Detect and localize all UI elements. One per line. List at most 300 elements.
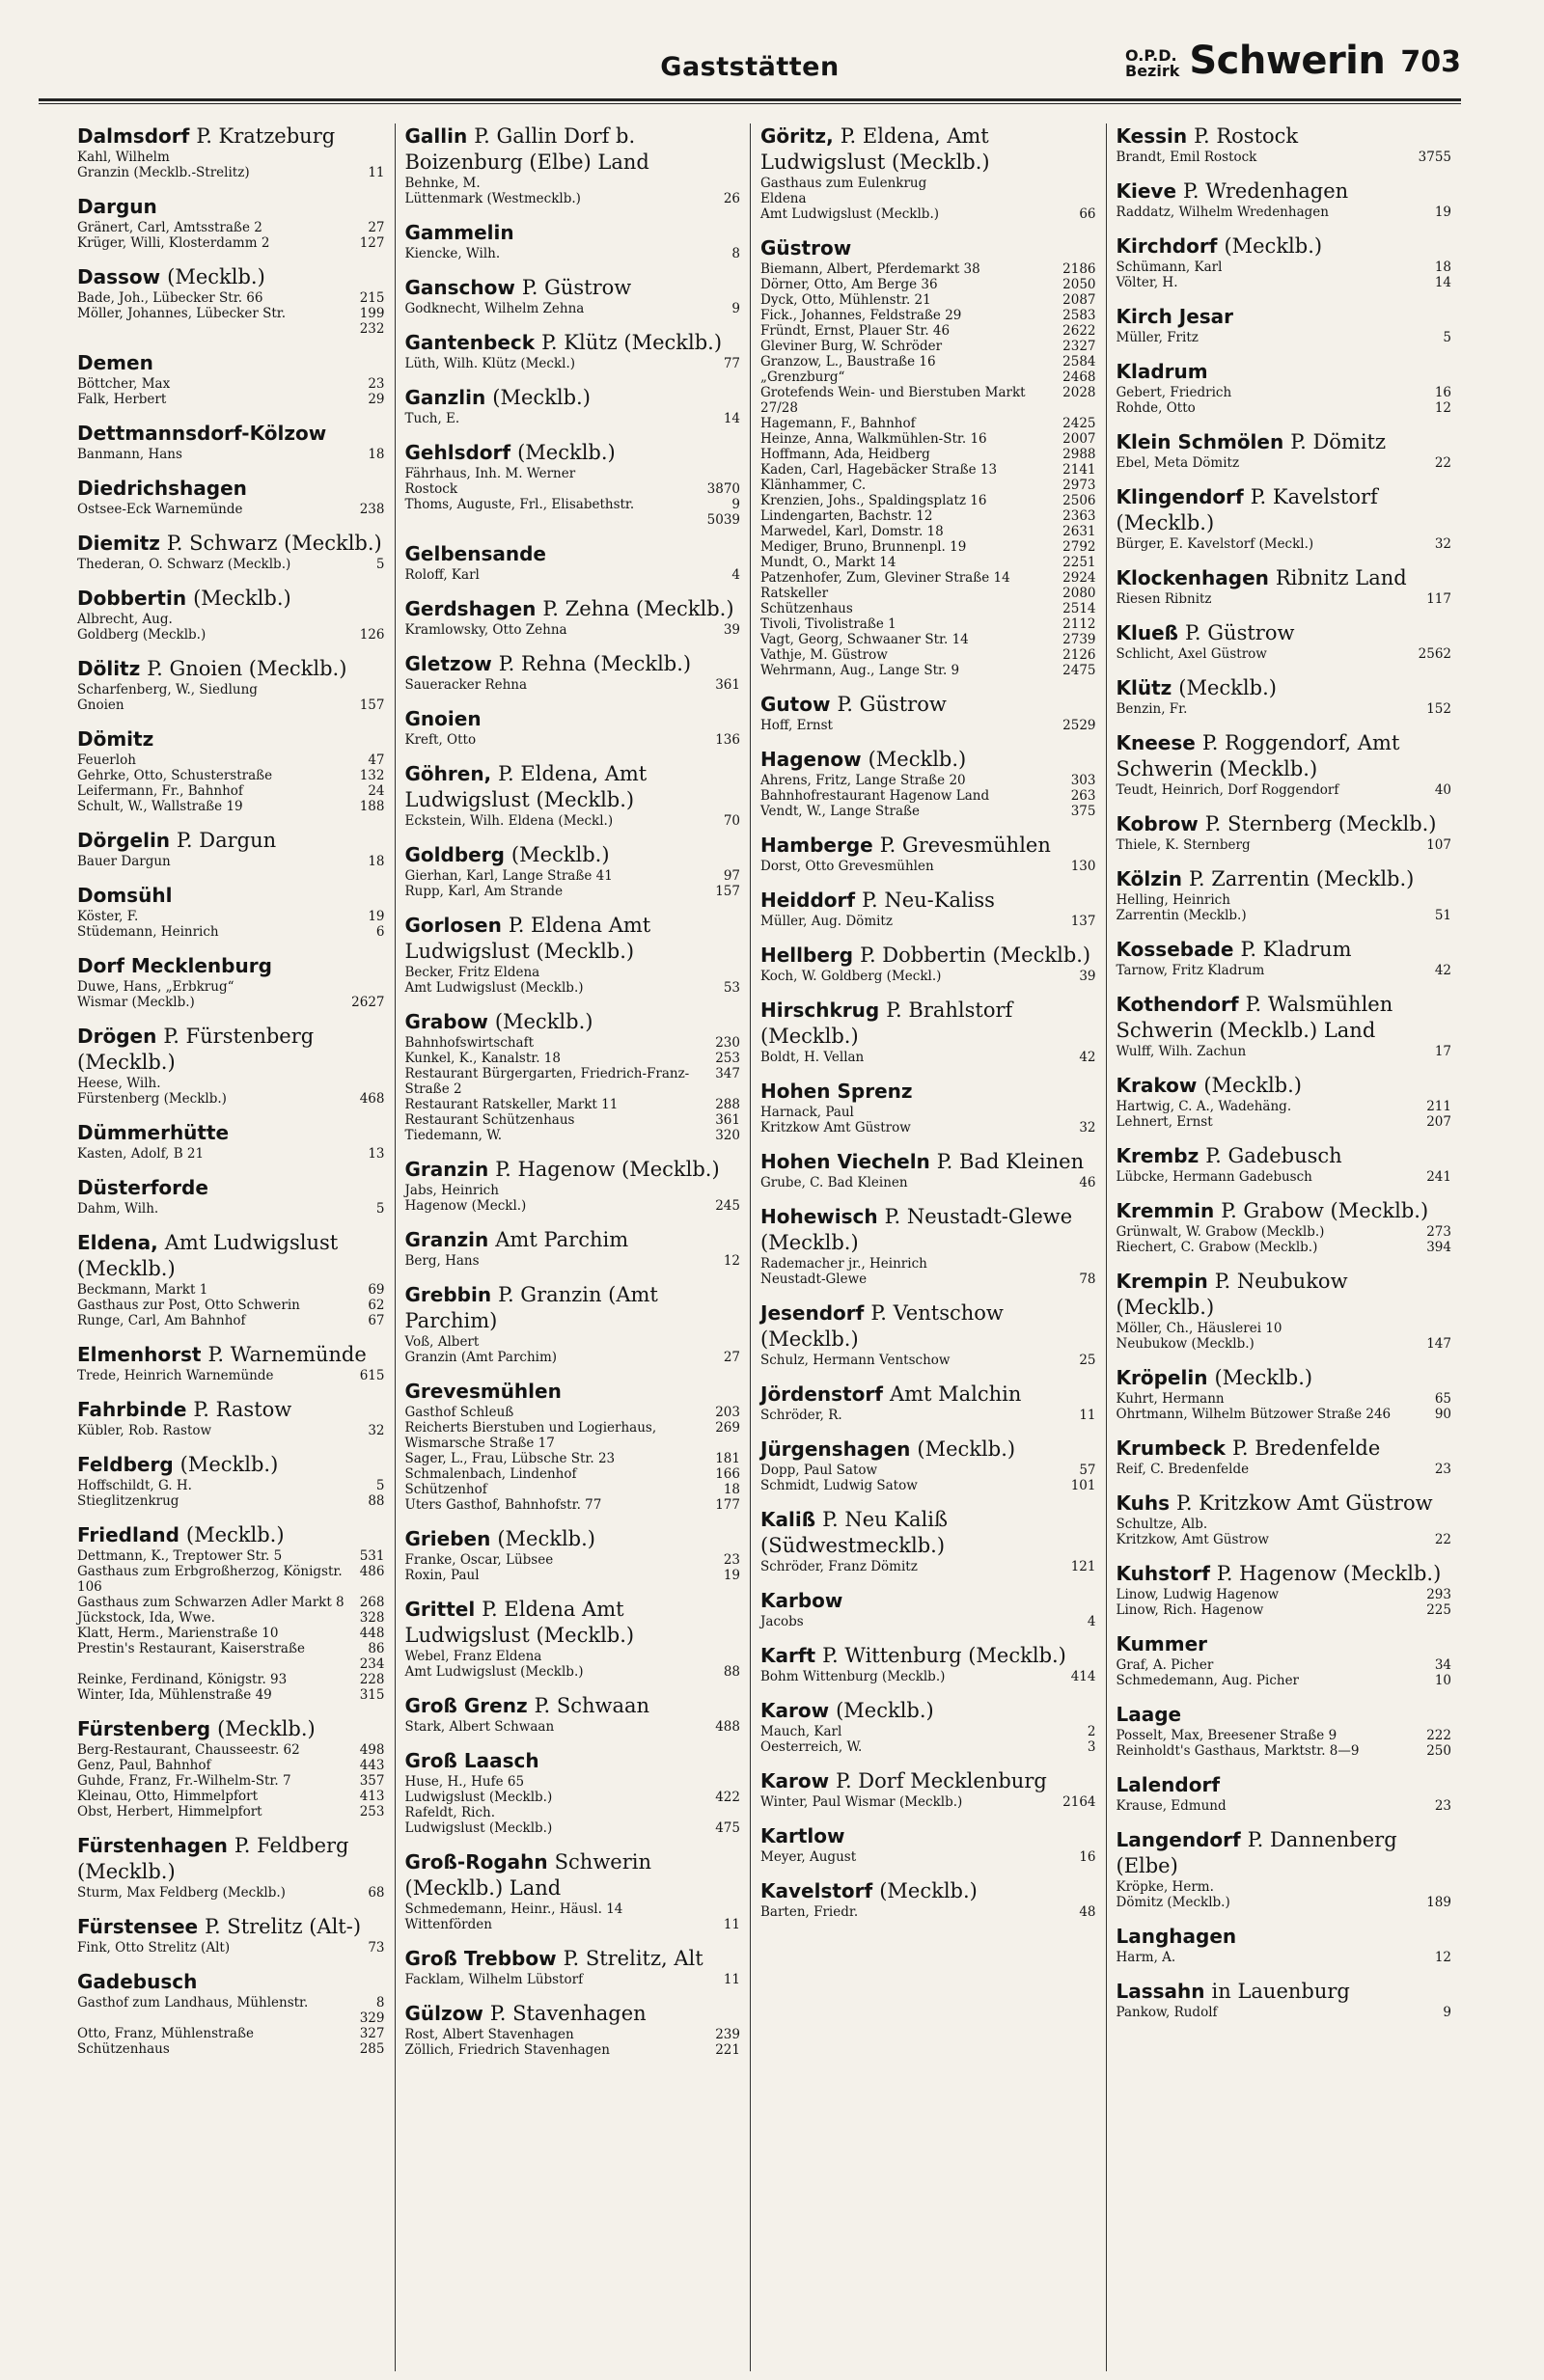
entry-name: Krüger, Willi, Klosterdamm 2	[77, 235, 270, 251]
place-qualifier: P. Wittenburg (Mecklb.)	[822, 1644, 1066, 1667]
listing-entry	[405, 466, 741, 481]
entry-number: 137	[1070, 914, 1096, 929]
entry-number: 46	[1079, 1175, 1096, 1190]
place-section	[77, 1175, 385, 1217]
listing-entry	[760, 1256, 1096, 1272]
listing-entry	[77, 2026, 385, 2041]
listing-entry	[405, 1334, 741, 1350]
entry-number: 253	[359, 1804, 385, 1819]
entry-number: 5	[1443, 330, 1451, 345]
place-qualifier: P. Eldena Amt Ludwigslust (Mecklb.)	[404, 914, 651, 963]
place-qualifier: P. Brahlstorf (Mecklb.)	[760, 999, 1013, 1048]
place-heading	[77, 1230, 385, 1282]
listing-entry	[77, 1885, 385, 1901]
listing-entry	[760, 555, 1096, 570]
listing-entry	[1117, 1743, 1452, 1759]
listing-entry	[405, 1183, 741, 1198]
place-name: Karow	[760, 1769, 830, 1792]
place-section	[77, 1716, 385, 1819]
listing-entry	[1117, 591, 1452, 607]
entry-number: 9	[731, 497, 740, 512]
entry-number: 22	[1434, 455, 1451, 471]
entry-name: Prestin's Restaurant, Kaiserstraße	[77, 1641, 305, 1656]
place-name: Gantenbeck	[404, 331, 536, 354]
place-heading	[405, 330, 741, 356]
place-section	[405, 541, 741, 583]
entry-name: Saueracker Rehna	[404, 677, 528, 693]
listing-entry	[1117, 908, 1452, 923]
listing-entry	[77, 2011, 385, 2026]
place-name: Dassow	[77, 265, 161, 288]
listing-entry	[77, 1789, 385, 1804]
place-qualifier: (Mecklb.)	[193, 587, 291, 610]
entry-number: 375	[1070, 804, 1096, 819]
place-heading	[1117, 1827, 1452, 1879]
entry-name: Webel, Franz Eldena	[404, 1649, 542, 1664]
place-qualifier: (Mecklb.)	[868, 748, 967, 771]
entry-number: 2186	[1062, 261, 1096, 277]
listing-entry	[405, 176, 741, 191]
entry-number: 25	[1079, 1353, 1096, 1368]
place-section	[405, 1009, 741, 1143]
place-heading	[1117, 123, 1452, 150]
place-name: Krumbeck	[1116, 1436, 1226, 1460]
listing-entry	[1117, 1532, 1452, 1547]
place-section	[1117, 675, 1452, 717]
page-number: 703	[1400, 45, 1461, 79]
listing-entry	[405, 1128, 741, 1143]
entry-number: 5039	[706, 512, 740, 528]
place-heading	[405, 1009, 741, 1035]
entry-name: Mauch, Karl	[760, 1724, 842, 1739]
entry-name: Kritzkow Amt Güstrow	[760, 1120, 911, 1135]
listing-entry	[405, 567, 741, 583]
header-rule	[39, 98, 1461, 104]
entry-name	[77, 2011, 354, 2026]
place-section	[1117, 1436, 1452, 1477]
place-heading	[77, 1120, 385, 1146]
entry-name: Hagemann, F., Bahnhof	[760, 416, 916, 431]
place-qualifier: P. Gnoien (Mecklb.)	[147, 657, 347, 680]
place-heading	[77, 1716, 385, 1742]
entry-name: Zöllich, Friedrich Stavenhagen	[404, 2042, 610, 2058]
entry-number: 18	[723, 1482, 740, 1497]
place-section	[1117, 304, 1452, 345]
listing-entry	[405, 1112, 741, 1128]
place-heading	[405, 1849, 741, 1901]
entry-name: Brandt, Emil Rostock	[1116, 150, 1257, 165]
entry-number: 273	[1426, 1224, 1451, 1240]
entry-number: 29	[368, 392, 385, 407]
place-qualifier: (Mecklb.)	[1203, 1074, 1302, 1097]
place-name: Kölzin	[1116, 867, 1182, 890]
place-name: Kavelstorf	[760, 1879, 873, 1902]
entry-name: Winter, Paul Wismar (Mecklb.)	[760, 1794, 963, 1810]
place-qualifier: P. Neubukow (Mecklb.)	[1116, 1270, 1348, 1319]
place-section	[760, 692, 1096, 733]
entry-number: 269	[715, 1420, 740, 1436]
place-section	[405, 1849, 741, 1932]
place-section	[405, 1693, 741, 1735]
place-name: Fahrbinde	[77, 1398, 187, 1421]
entry-name: Dömitz (Mecklb.)	[1116, 1895, 1230, 1910]
place-heading	[405, 541, 741, 567]
place-section	[760, 1079, 1096, 1135]
place-heading	[77, 883, 385, 909]
listing-entry	[77, 165, 385, 180]
header-right	[1125, 39, 1461, 83]
place-qualifier: in Lauenburg	[1211, 1980, 1350, 2003]
place-section	[1117, 1772, 1452, 1814]
entry-name: Goldberg (Mecklb.)	[77, 627, 207, 643]
place-qualifier: P. Neu-Kaliss	[862, 889, 995, 912]
entry-number: 215	[359, 290, 385, 306]
listing-entry	[760, 1614, 1096, 1629]
place-name: Kartlow	[760, 1824, 845, 1847]
place-heading	[1117, 992, 1452, 1044]
place-heading	[1117, 484, 1452, 536]
entry-name: Gasthaus zum Erbgroßherzog, Königstr. 106	[77, 1564, 343, 1595]
place-qualifier: P. Zarrentin (Mecklb.)	[1188, 867, 1415, 890]
entry-number: 117	[1426, 591, 1451, 607]
place-heading	[1117, 1631, 1452, 1657]
entry-name: Mundt, O., Markt 14	[760, 555, 896, 570]
listing-entry	[1117, 1462, 1452, 1477]
entry-name: Marwedel, Karl, Domstr. 18	[760, 524, 944, 539]
listing-entry	[1117, 2005, 1452, 2020]
entry-number: 22	[1434, 1532, 1451, 1547]
listing-entry	[760, 1175, 1096, 1190]
place-name: Fürstenberg	[77, 1717, 211, 1740]
place-name: Grittel	[404, 1598, 476, 1621]
listing-entry	[405, 1497, 741, 1513]
place-section	[77, 123, 385, 180]
entry-name	[77, 1656, 354, 1672]
place-name: Grabow	[404, 1010, 488, 1033]
place-name: Domsühl	[77, 884, 173, 907]
place-name: Kothendorf	[1116, 993, 1239, 1016]
entry-number: 268	[359, 1595, 385, 1610]
entry-name: Tiedemann, W.	[404, 1128, 503, 1143]
entry-name: Thiele, K. Sternberg	[1116, 837, 1251, 853]
listing-entry	[405, 1664, 741, 1680]
place-qualifier: P. Fürstenberg (Mecklb.)	[77, 1025, 315, 1074]
entry-number: 101	[1070, 1478, 1096, 1493]
entry-number: 5	[375, 1478, 385, 1493]
place-name: Fürstensee	[77, 1915, 199, 1938]
listing-entry	[77, 1146, 385, 1162]
entry-number: 53	[723, 980, 740, 996]
place-heading	[77, 1522, 385, 1548]
entry-number: 107	[1426, 837, 1451, 853]
entry-name: „Grenzburg“	[760, 369, 845, 385]
listing-entry	[405, 622, 741, 638]
entry-number: 57	[1079, 1463, 1096, 1478]
entry-name: Sturm, Max Feldberg (Mecklb.)	[77, 1885, 286, 1901]
entry-name: Restaurant Ratskeller, Markt 11	[404, 1097, 619, 1112]
place-section	[760, 1698, 1096, 1755]
entry-number: 18	[1434, 260, 1451, 275]
place-section	[77, 883, 385, 940]
listing-entry	[1117, 385, 1452, 400]
listing-entry	[77, 1595, 385, 1610]
entry-name: Fink, Otto Strelitz (Alt)	[77, 1940, 231, 1956]
place-heading	[1117, 1365, 1452, 1391]
place-section	[405, 1227, 741, 1269]
entry-number: 2468	[1062, 369, 1096, 385]
entry-number: 320	[715, 1128, 740, 1143]
entry-number: 2080	[1062, 586, 1096, 601]
place-section	[1117, 620, 1452, 662]
entry-name: Hoffmann, Ada, Heidberg	[760, 447, 930, 462]
place-name: Klueß	[1116, 621, 1179, 644]
listing-entry	[1117, 1169, 1452, 1185]
entry-number: 39	[1079, 969, 1096, 984]
place-qualifier: P. Granzin (Amt Parchim)	[404, 1283, 658, 1332]
place-qualifier: (Mecklb.)	[1178, 676, 1277, 699]
place-section	[405, 1282, 741, 1365]
listing-entry	[405, 1901, 741, 1917]
place-section	[405, 330, 741, 371]
entry-name: Vendt, W., Lange Straße	[760, 804, 921, 819]
place-heading	[405, 913, 741, 965]
listing-entry	[760, 1794, 1096, 1810]
place-heading	[760, 998, 1096, 1050]
place-heading	[77, 264, 385, 290]
entry-name: Patzenhofer, Zum, Gleviner Straße 14	[760, 570, 1010, 586]
place-section	[760, 1436, 1096, 1493]
entry-name: Ebel, Meta Dömitz	[1116, 455, 1240, 471]
entry-number: 239	[715, 2027, 740, 2042]
entry-number: 189	[1426, 1895, 1451, 1910]
entry-name: Klatt, Herm., Marienstraße 10	[77, 1626, 279, 1641]
place-name: Kossebade	[1116, 938, 1234, 961]
entry-name: Riechert, C. Grabow (Mecklb.)	[1116, 1240, 1318, 1255]
entry-name: Tuch, E.	[404, 411, 460, 426]
entry-name: Trede, Heinrich Warnemünde	[77, 1368, 274, 1383]
listing-entry	[760, 277, 1096, 292]
entry-name	[77, 321, 354, 337]
entry-name: Amt Ludwigslust (Mecklb.)	[404, 980, 584, 996]
place-heading	[405, 842, 741, 868]
opd-label: O.P.D.	[1125, 46, 1177, 65]
place-qualifier: Amt Parchim	[495, 1228, 629, 1251]
entry-number: 5	[375, 1201, 385, 1217]
entry-name: Gränert, Carl, Amtsstraße 2	[77, 220, 262, 235]
place-qualifier: (Mecklb.)	[185, 1523, 285, 1546]
listing-entry	[760, 462, 1096, 478]
entry-number: 181	[715, 1451, 740, 1466]
place-name: Gallin	[404, 124, 468, 148]
listing-entry	[77, 2041, 385, 2057]
entry-number: 67	[368, 1313, 385, 1328]
entry-number: 11	[723, 1917, 740, 1932]
place-section	[1117, 429, 1452, 471]
entry-number: 19	[723, 1568, 740, 1583]
entry-name: Jacobs	[760, 1614, 804, 1629]
place-heading	[1117, 937, 1452, 963]
entry-number: 250	[1426, 1743, 1451, 1759]
listing-entry	[77, 1626, 385, 1641]
entry-number: 2792	[1062, 539, 1096, 555]
listing-entry	[405, 1805, 741, 1820]
entry-name: Granzin (Amt Parchim)	[404, 1350, 558, 1365]
listing-entry	[1117, 1879, 1452, 1895]
place-heading	[1117, 178, 1452, 205]
place-qualifier: P. Neu Kaliß (Südwestmecklb.)	[760, 1508, 948, 1557]
entry-name: Restaurant Schützenhaus	[404, 1112, 575, 1128]
place-qualifier: P. Dobbertin (Mecklb.)	[860, 944, 1091, 967]
place-qualifier: (Mecklb.)	[179, 1453, 279, 1476]
entry-number: 11	[723, 1972, 740, 1987]
place-name: Hirschkrug	[760, 999, 880, 1022]
entry-name: Neustadt-Glewe	[760, 1272, 868, 1287]
listing-entry	[77, 1940, 385, 1956]
listing-entry	[760, 1478, 1096, 1493]
entry-name: Leifermann, Fr., Bahnhof	[77, 783, 243, 799]
place-heading	[760, 1823, 1096, 1849]
place-section	[760, 888, 1096, 929]
place-name: Kneese	[1116, 731, 1196, 754]
listing-entry	[1117, 1044, 1452, 1059]
place-name: Kummer	[1116, 1632, 1207, 1655]
place-qualifier: P. Kratzeburg	[196, 124, 336, 148]
place-name: Jürgenshagen	[760, 1437, 911, 1461]
listing-entry	[760, 804, 1096, 819]
place-name: Hamberge	[760, 834, 873, 857]
entry-number: 2007	[1062, 431, 1096, 447]
place-qualifier: (Mecklb.)	[917, 1437, 1016, 1461]
entry-name: Schmidt, Ludwig Satow	[760, 1478, 918, 1493]
place-section	[405, 1748, 741, 1836]
place-name: Dümmerhütte	[77, 1121, 230, 1144]
listing-entry	[77, 290, 385, 306]
entry-name: Runge, Carl, Am Bahnhof	[77, 1313, 246, 1328]
listing-entry	[760, 431, 1096, 447]
entry-name: Stüdemann, Heinrich	[77, 924, 219, 940]
place-qualifier: P. Güstrow	[521, 276, 632, 299]
entry-number: 26	[723, 191, 740, 206]
place-name: Kuhs	[1116, 1491, 1171, 1515]
entry-name: Gleviner Burg, W. Schröder	[760, 339, 943, 354]
listing-entry	[760, 718, 1096, 733]
place-section	[1117, 1198, 1452, 1255]
listing-entry	[405, 1451, 741, 1466]
place-section	[405, 596, 741, 638]
listing-entry	[1117, 892, 1452, 908]
listing-entry	[77, 306, 385, 321]
place-heading	[760, 1698, 1096, 1724]
place-section	[1117, 233, 1452, 290]
place-name: Kirch Jesar	[1116, 305, 1234, 328]
listing-entry	[405, 980, 741, 996]
entry-number: 48	[1079, 1904, 1096, 1920]
listing-entry	[760, 339, 1096, 354]
listing-entry	[405, 1198, 741, 1214]
listing-entry	[1117, 150, 1452, 165]
entry-name: Voß, Albert	[404, 1334, 480, 1350]
entry-number: 241	[1426, 1169, 1451, 1185]
listing-entry	[77, 627, 385, 643]
entry-name: Gnoien	[77, 698, 124, 713]
entry-number: 238	[359, 502, 385, 517]
place-heading	[760, 888, 1096, 914]
entry-name: Lindengarten, Bachstr. 12	[760, 508, 933, 524]
place-qualifier: P. Stavenhagen	[489, 2002, 647, 2025]
entry-number: 211	[1426, 1099, 1451, 1114]
place-name: Kirchdorf	[1116, 234, 1218, 258]
place-qualifier: P. Eldena, Amt Ludwigslust (Mecklb.)	[760, 124, 990, 174]
listing-entry	[760, 1463, 1096, 1478]
place-heading	[1117, 866, 1452, 892]
place-qualifier: P. Grevesmühlen	[879, 834, 1051, 857]
entry-number: 615	[359, 1368, 385, 1383]
entry-name: Hagenow (Meckl.)	[404, 1198, 527, 1214]
place-name: Elmenhorst	[77, 1343, 202, 1366]
place-name: Granzin	[404, 1228, 489, 1251]
listing-entry	[405, 246, 741, 261]
entry-name: Thoms, Auguste, Frl., Elisabethstr.	[404, 497, 635, 512]
entry-name: Kiencke, Wilh.	[404, 246, 501, 261]
entry-name: Schulz, Hermann Ventschow	[760, 1353, 951, 1368]
entry-number: 147	[1426, 1336, 1451, 1352]
place-name: Dobbertin	[77, 587, 187, 610]
district-city: Schwerin	[1189, 39, 1386, 83]
entry-name: Schützenhof	[404, 1482, 487, 1497]
entry-number: 10	[1434, 1673, 1451, 1688]
place-name: Gehlsdorf	[404, 441, 511, 464]
entry-name: Gasthaus zum Eulenkrug	[760, 176, 927, 191]
entry-name: Obst, Herbert, Himmelpfort	[77, 1804, 262, 1819]
entry-name: Facklam, Wilhelm Lübstorf	[404, 1972, 584, 1987]
entry-number: 2988	[1062, 447, 1096, 462]
listing-entry	[1117, 205, 1452, 220]
listing-entry	[760, 323, 1096, 339]
entry-number: 11	[1079, 1408, 1096, 1423]
place-heading	[760, 1643, 1096, 1669]
entry-number: 13	[368, 1146, 385, 1162]
entry-name: Gasthaus zur Post, Otto Schwerin	[77, 1298, 300, 1313]
place-section	[77, 194, 385, 251]
place-heading	[405, 2001, 741, 2027]
place-name: Grebbin	[404, 1283, 492, 1306]
entry-name: Schmedemann, Heinr., Häusl. 14	[404, 1901, 623, 1917]
place-qualifier: P. Warnemünde	[207, 1343, 367, 1366]
entry-number: 2924	[1062, 570, 1096, 586]
entry-number: 121	[1070, 1559, 1096, 1574]
place-qualifier: P. Strelitz (Alt-)	[205, 1915, 362, 1938]
listing-entry	[405, 1066, 741, 1097]
entry-name: Krenzien, Johs., Spaldingsplatz 16	[760, 493, 987, 508]
place-section	[760, 1643, 1096, 1684]
place-heading	[1117, 1269, 1452, 1321]
listing-entry	[77, 1687, 385, 1703]
place-name: Laage	[1116, 1703, 1182, 1726]
place-name: Lalendorf	[1116, 1773, 1221, 1796]
listing-entry	[77, 447, 385, 462]
listing-entry	[405, 884, 741, 899]
place-name: Groß-Rogahn	[404, 1850, 548, 1874]
place-heading	[760, 692, 1096, 718]
entry-name: Dyck, Otto, Mühlenstr. 21	[760, 292, 931, 308]
place-qualifier: Amt Ludwigslust (Mecklb.)	[77, 1231, 339, 1280]
entry-number: 70	[723, 813, 740, 829]
place-section	[405, 1946, 741, 1987]
place-section	[1117, 1702, 1452, 1759]
place-heading	[405, 1157, 741, 1183]
entry-name: Lüth, Wilh. Klütz (Meckl.)	[404, 356, 576, 371]
entry-name: Böttcher, Max	[77, 376, 171, 392]
